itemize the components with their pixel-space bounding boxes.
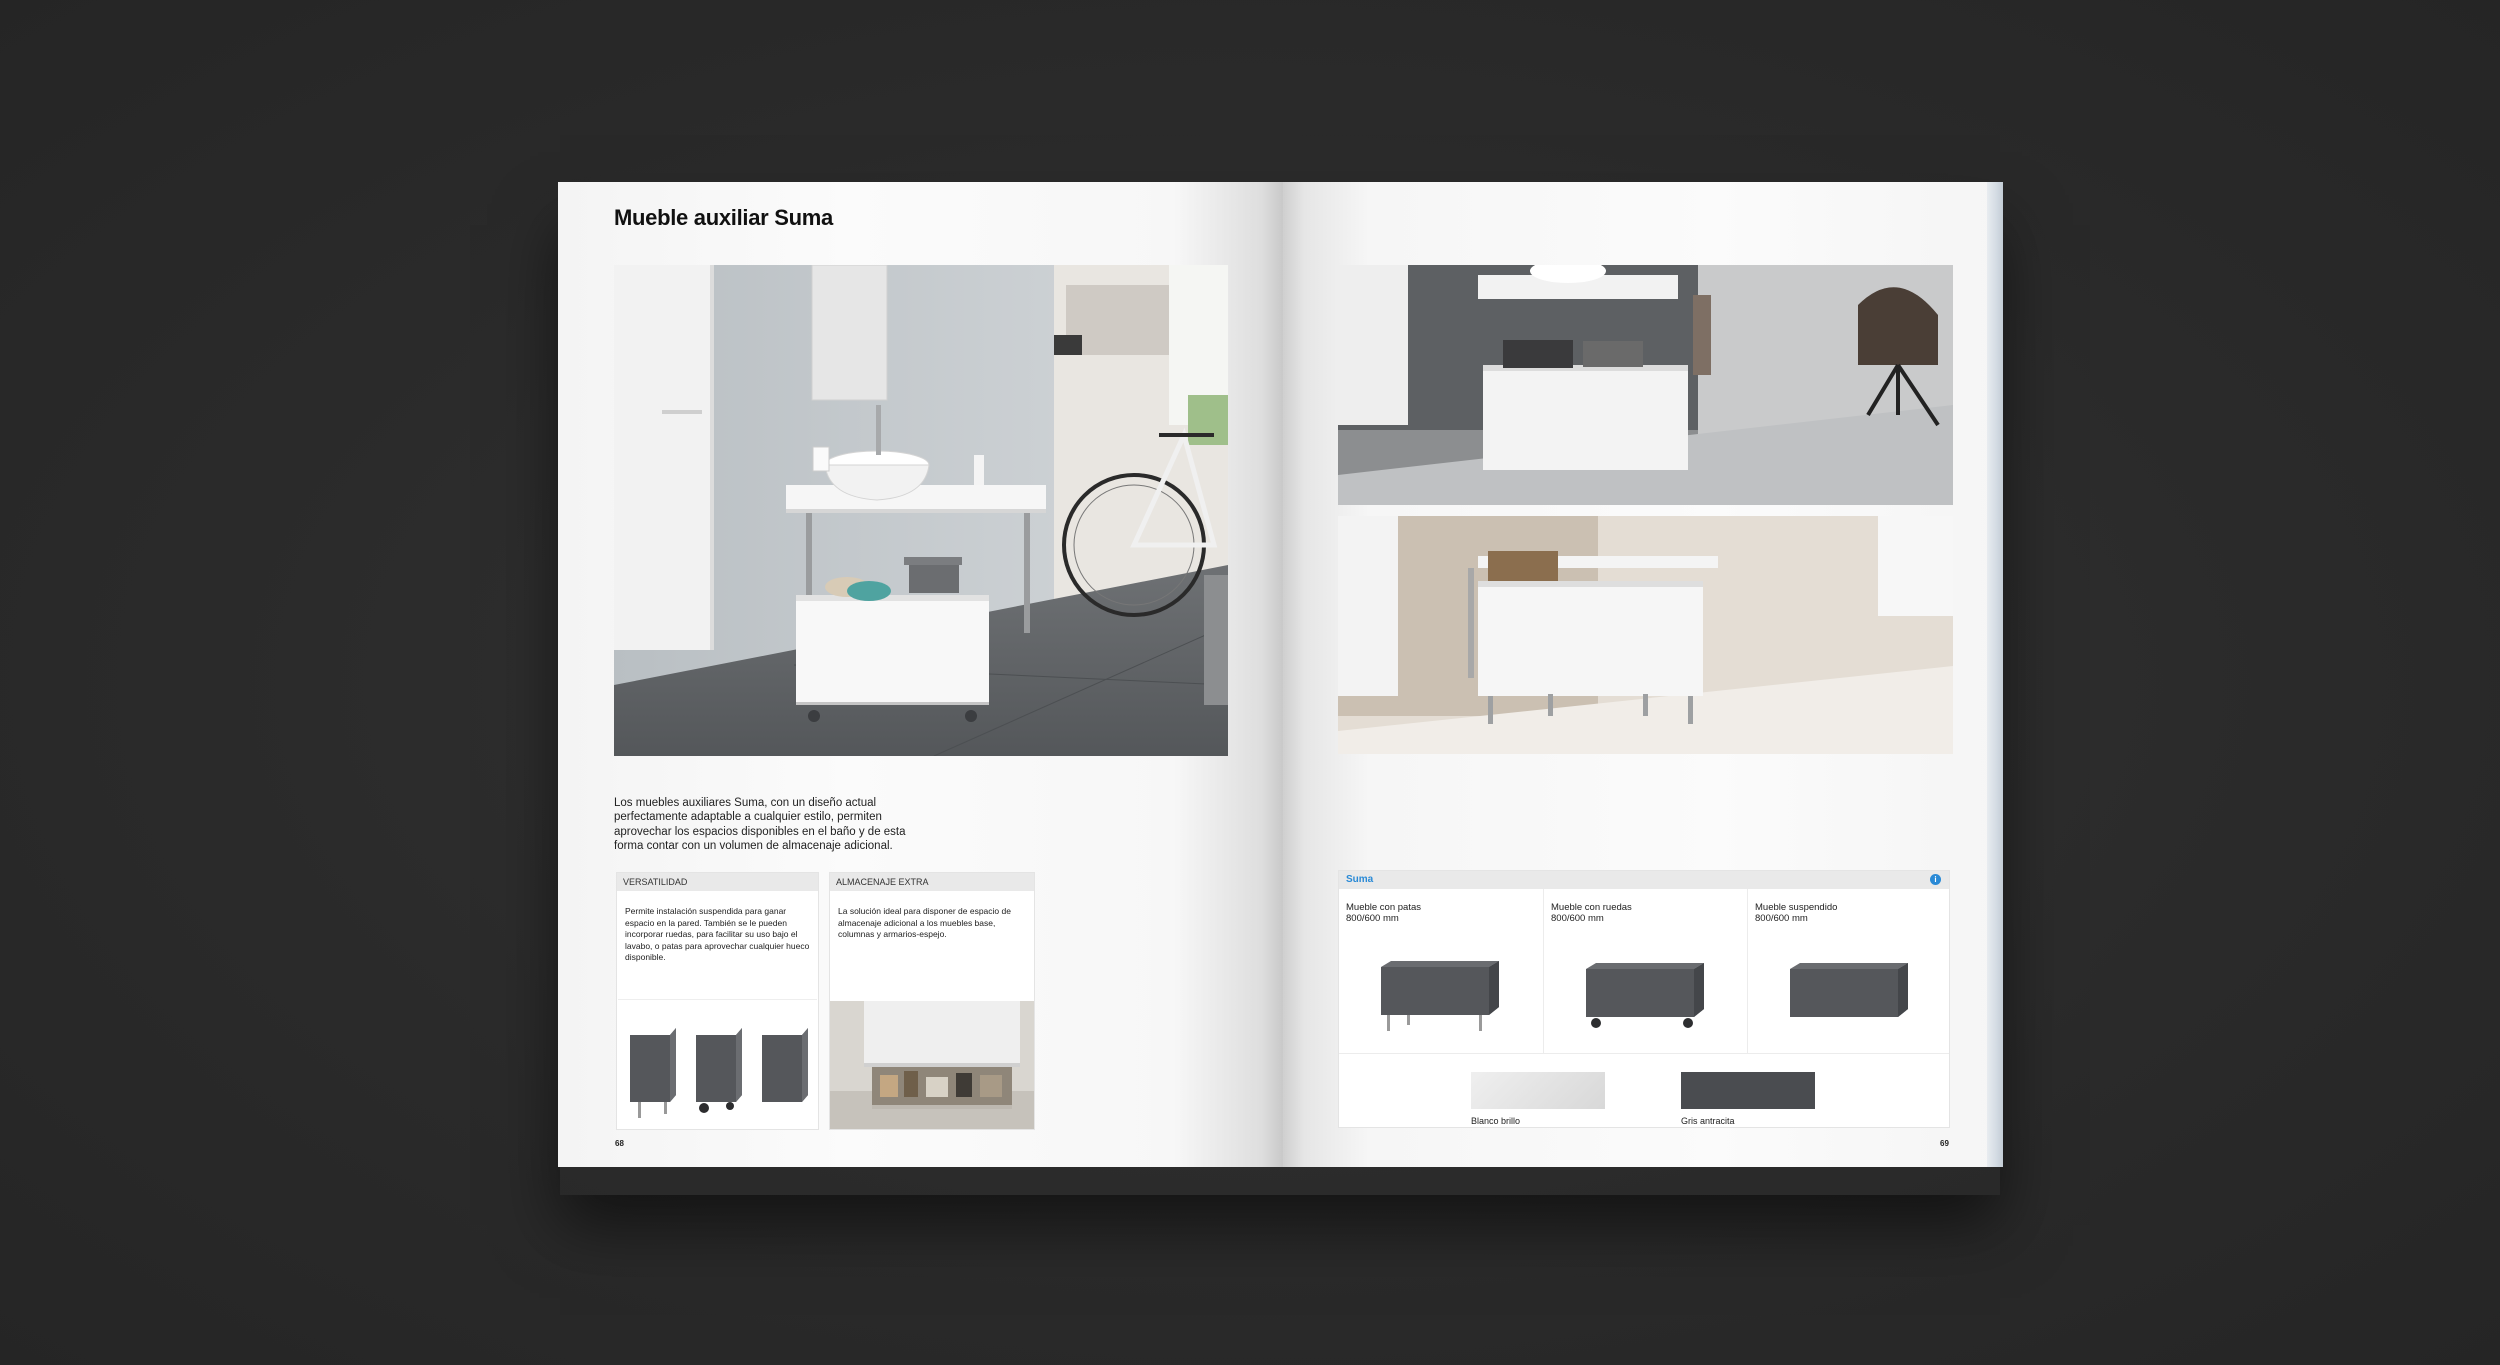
storage-photo (830, 1001, 1034, 1129)
spec-header (1339, 871, 1949, 889)
variant-label (1755, 902, 1837, 924)
variant-dims: 800/600 mm (1551, 913, 1604, 924)
page-number-left: 68 (615, 1139, 624, 1148)
feature-heading: ALMACENAJE EXTRA (830, 873, 1034, 891)
info-icon[interactable]: i (1930, 874, 1941, 885)
feature-text: La solución ideal para disponer de espacio de almacenaje adicional a los muebles base, columnas y armarios-espejo. (838, 906, 1011, 939)
feature-versatilidad (616, 872, 819, 1130)
cabinet-legs-icon (1379, 959, 1504, 1039)
versatilidad-illustration (618, 999, 817, 1128)
finish-swatch-gris (1681, 1072, 1815, 1109)
page-number-right: 69 (1940, 1139, 1949, 1148)
finish-label: Gris antracita (1681, 1116, 1735, 1126)
finish-label: Blanco brillo (1471, 1116, 1521, 1126)
cabinet-suspended-icon (1788, 961, 1913, 1041)
feature-text: Permite instalación suspendida para ganar espacio en la pared. También se le pueden incorporar ruedas, para facilitar su uso bajo el lavabo, o patas para aprovechar cualquier hueco disponible. (625, 906, 810, 962)
suspended-cabinet-photo (1338, 265, 1953, 505)
finishes-row (1339, 1053, 1949, 1127)
variant-label (1346, 902, 1421, 924)
right-page (1283, 182, 2003, 1167)
cabinet-wheels-icon (1584, 961, 1709, 1041)
legged-cabinet-photo (1338, 516, 1953, 754)
variant-dims: 800/600 mm (1755, 913, 1808, 924)
variant-name: Mueble con ruedas (1551, 902, 1632, 913)
variant-wheels (1543, 889, 1747, 1053)
product-spec-table (1338, 870, 1950, 1128)
feature-heading: VERSATILIDAD (617, 873, 818, 891)
page-title: Mueble auxiliar Suma (614, 205, 833, 230)
spec-title: Suma (1346, 874, 1374, 885)
variant-name: Mueble con patas (1346, 902, 1421, 913)
left-page (558, 182, 1283, 1167)
variant-label (1551, 902, 1632, 924)
variant-legs (1339, 889, 1542, 1053)
variant-name: Mueble suspendido (1755, 902, 1838, 913)
variant-suspended (1747, 889, 1951, 1053)
finish-swatch-blanco (1471, 1072, 1605, 1109)
feature-almacenaje-extra (829, 872, 1035, 1130)
main-bathroom-photo (614, 265, 1228, 756)
variant-dims: 800/600 mm (1346, 913, 1399, 924)
intro-paragraph: Los muebles auxiliares Suma, con un diseño actual perfectamente adaptable a cualquier estilo, permiten aprovechar los espacios disponibles en el baño y de esta forma contar con un volumen de almacenaje adicional. (614, 796, 906, 852)
